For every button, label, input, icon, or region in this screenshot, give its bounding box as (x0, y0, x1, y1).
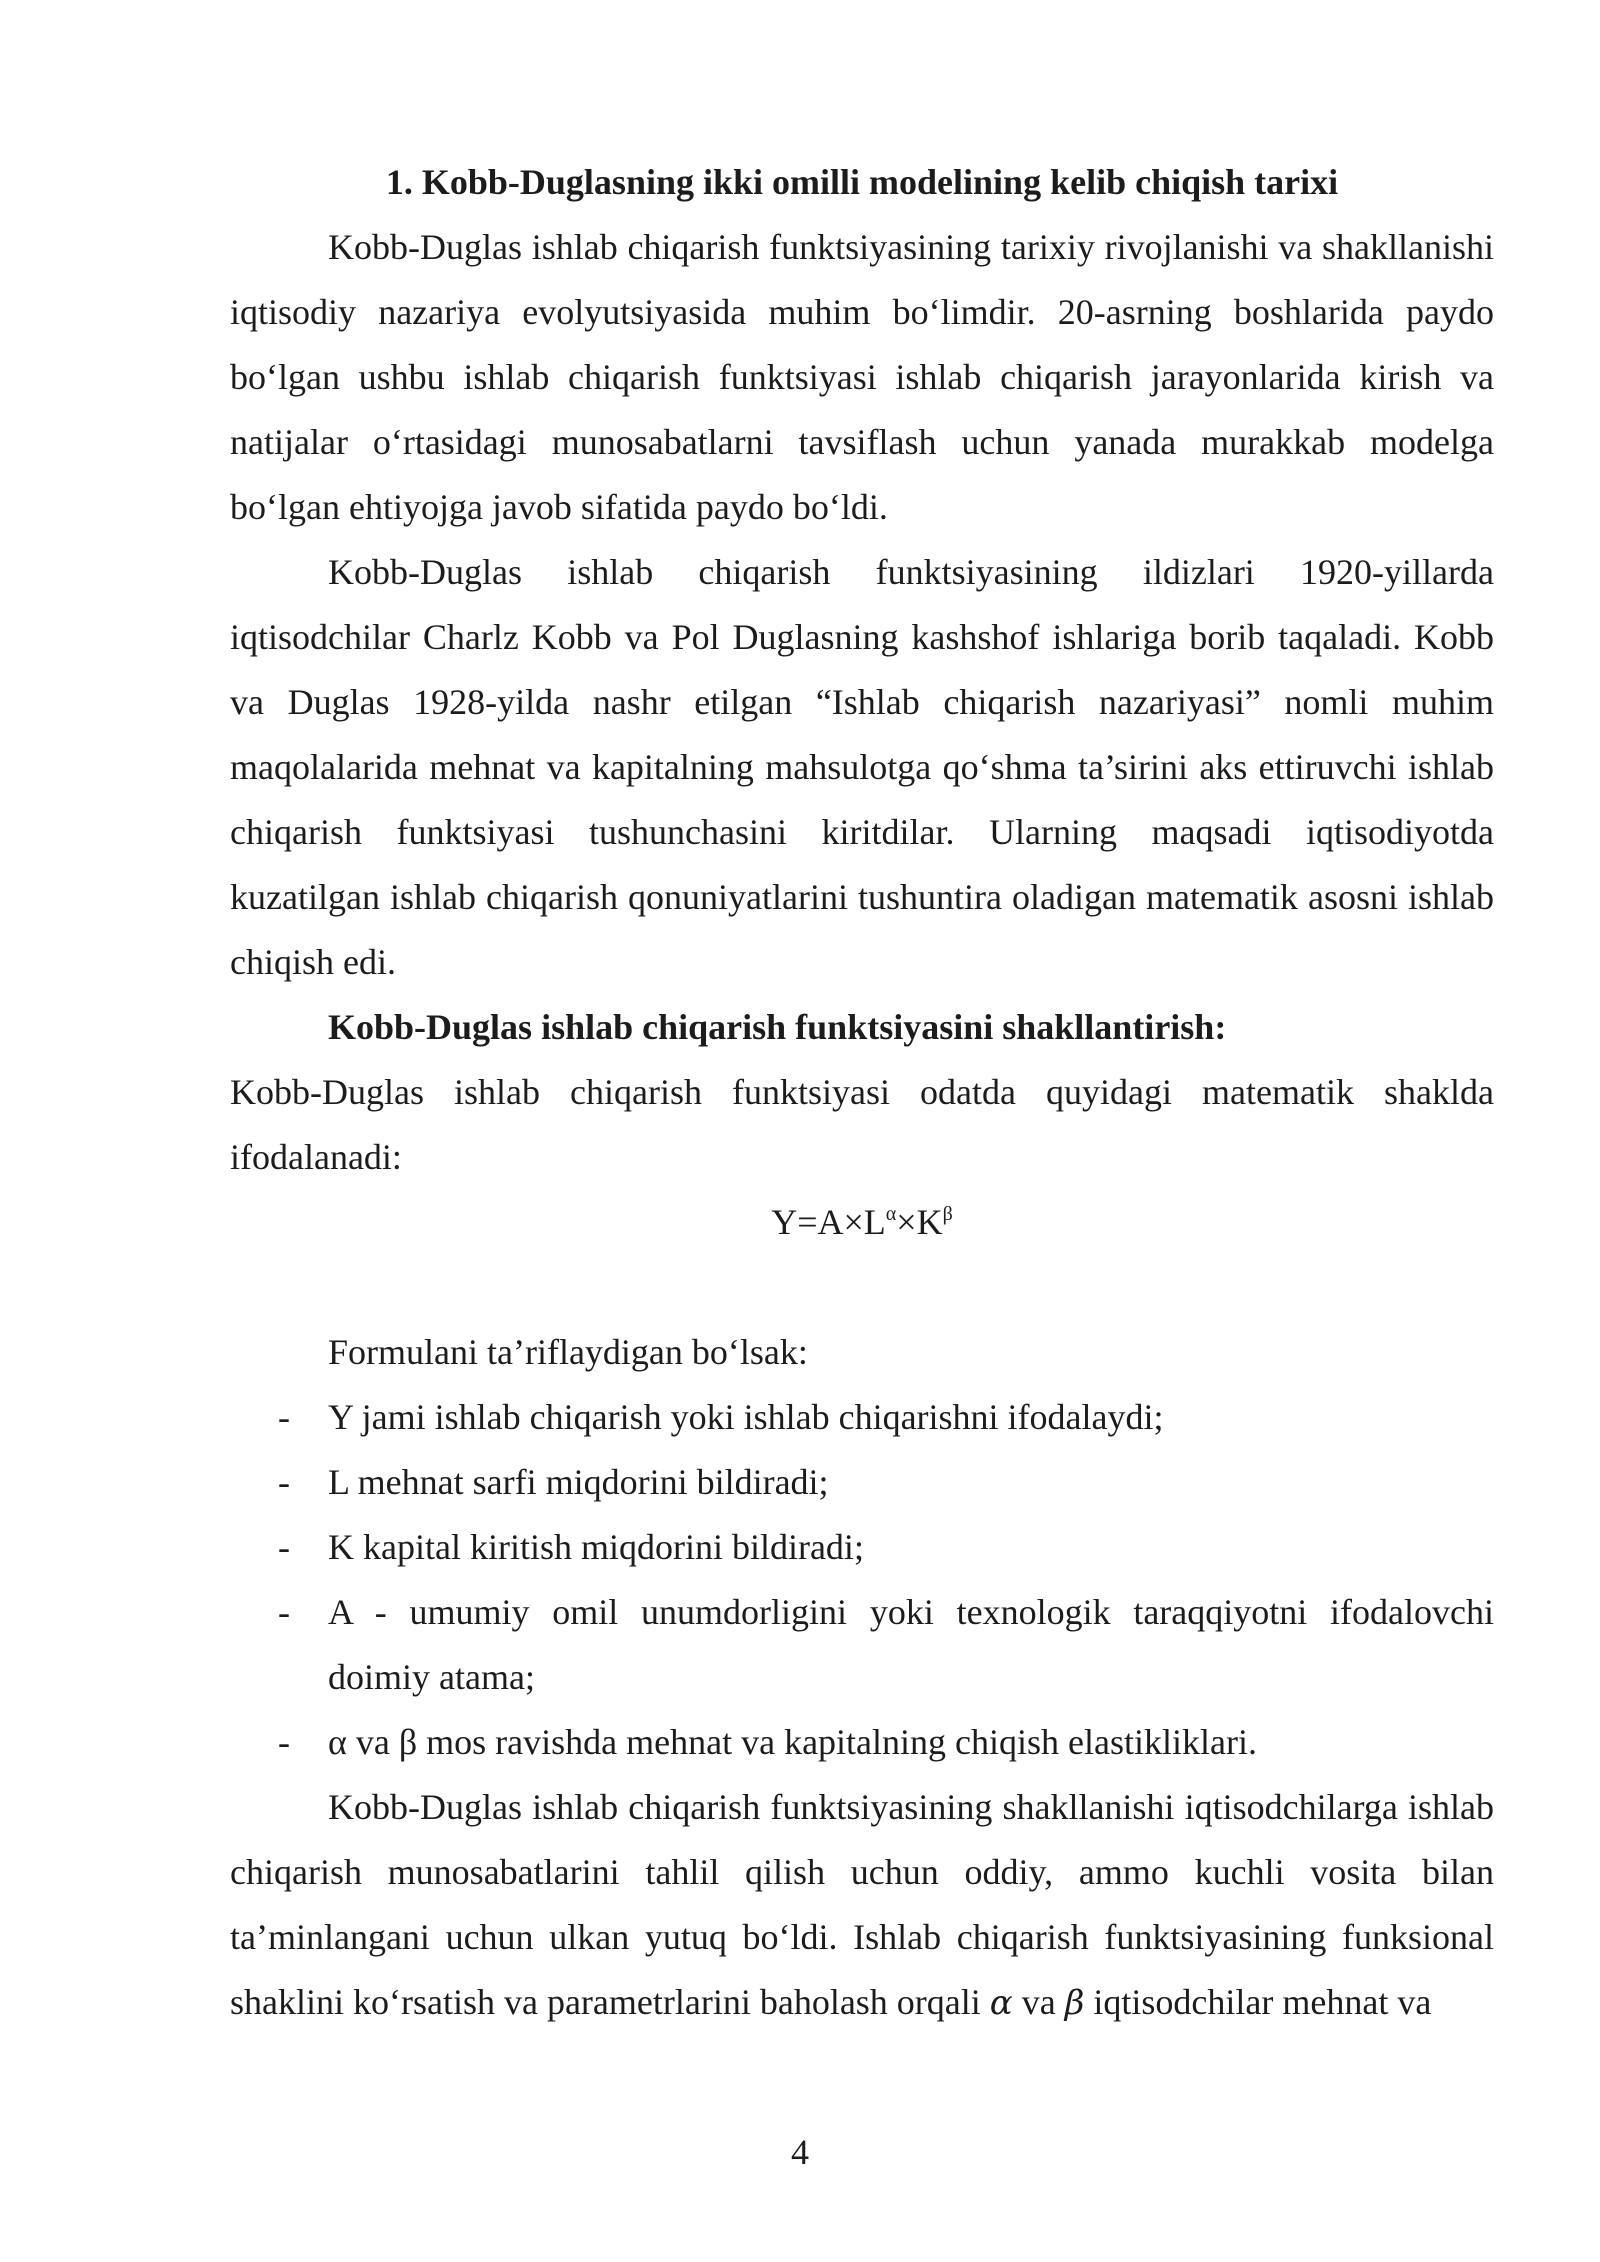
list-item-text: K kapital kiritish miqdorini bildiradi; (328, 1527, 864, 1567)
formulation-subheading: Kobb-Duglas ishlab chiqarish funktsiyasini shakllantirish: (328, 1007, 1227, 1047)
list-item (230, 1580, 1494, 1710)
paragraph-significance (230, 1775, 1494, 2036)
list-item-text: L mehnat sarfi miqdorini bildiradi; (328, 1462, 829, 1502)
list-item-text: A - umumiy omil unumdorligini yoki texnologik taraqqiyotni ifodalovchi doimiy atama; (328, 1592, 1494, 1697)
cobb-douglas-formula (230, 1190, 1494, 1255)
list-item (230, 1515, 1494, 1580)
closing-va: va (1012, 1982, 1065, 2022)
list-item-text: α va β mos ravishda mehnat va kapitalning chiqish elastikliklari. (328, 1722, 1257, 1762)
list-dash: - (278, 1397, 290, 1437)
definitions-intro: Formulani ta’riflaydigan bo‘lsak: (328, 1332, 808, 1372)
list-item-text: Y jami ishlab chiqarish yoki ishlab chiqarishni ifodalaydi; (328, 1397, 1164, 1437)
list-item (230, 1710, 1494, 1775)
paragraph-origins: Kobb-Duglas ishlab chiqarish funktsiyasining ildizlari 1920-yillarda iqtisodchilar Charlz Kobb va Pol Duglasning kashshof ishlariga borib taqaladi. Kobb va Duglas 1928-yilda nashr etilgan “Ishlab chiqarish nazariyasi” nomli muhim maqolalarida mehnat va kapitalning mahsulotga qo‘shma ta’sirini aks ettiruvchi ishlab chiqarish funktsiyasi tushunchasini kiritdilar. Ularning maqsadi iqtisodiyotda kuzatilgan ishlab chiqarish qonuniyatlarini tushuntira oladigan matematik asosni ishlab chiqish edi. (230, 552, 1494, 982)
list-item (230, 1385, 1494, 1450)
list-dash: - (278, 1722, 290, 1762)
formula-beta-exponent: β (942, 1203, 953, 1225)
closing-text: Kobb-Duglas ishlab chiqarish funktsiyasining shakllanishi iqtisodchilarga ishlab chiqarish munosabatlarini tahlil qilish uchun oddiy, ammo kuchli vosita bilan ta’minlangani uchun ulkan yutuq bo‘ldi. Ishlab chiqarish funktsiyasining funksional shaklini ko‘rsatish va parametrlarini baholash orqali (230, 1787, 1494, 2022)
list-dash: - (278, 1462, 290, 1502)
section-heading: 1. Kobb-Duglasning ikki omilli modelining kelib chiqish tarixi (385, 162, 1339, 202)
closing-tail: iqtisodchilar mehnat va (1084, 1982, 1432, 2022)
alpha-symbol: α (989, 1983, 1013, 2023)
beta-symbol: β (1064, 1983, 1085, 2023)
paragraph-history: Kobb-Duglas ishlab chiqarish funktsiyasining tarixiy rivojlanishi va shakllanishi iqtisodiy nazariya evolyutsiyasida muhim bo‘limdir. 20-asrning boshlarida paydo bo‘lgan ushbu ishlab chiqarish funktsiyasi ishlab chiqarish jarayonlarida kirish va natijalar o‘rtasidagi munosabatlarni tavsiflash uchun yanada murakkab modelga bo‘lgan ehtiyojga javob sifatida paydo bo‘ldi. (230, 227, 1494, 527)
list-dash: - (278, 1527, 290, 1567)
list-dash: - (278, 1592, 290, 1632)
formula-base: Y=A×L (771, 1202, 886, 1242)
definitions-list (230, 1385, 1494, 1775)
page-number: 4 (791, 2132, 809, 2172)
formula-mid: ×K (896, 1202, 943, 1242)
list-item (230, 1450, 1494, 1515)
formula-alpha-exponent: α (885, 1203, 897, 1225)
formula-intro: Kobb-Duglas ishlab chiqarish funktsiyasi odatda quyidagi matematik shaklda ifodalanadi: (230, 1072, 1494, 1177)
